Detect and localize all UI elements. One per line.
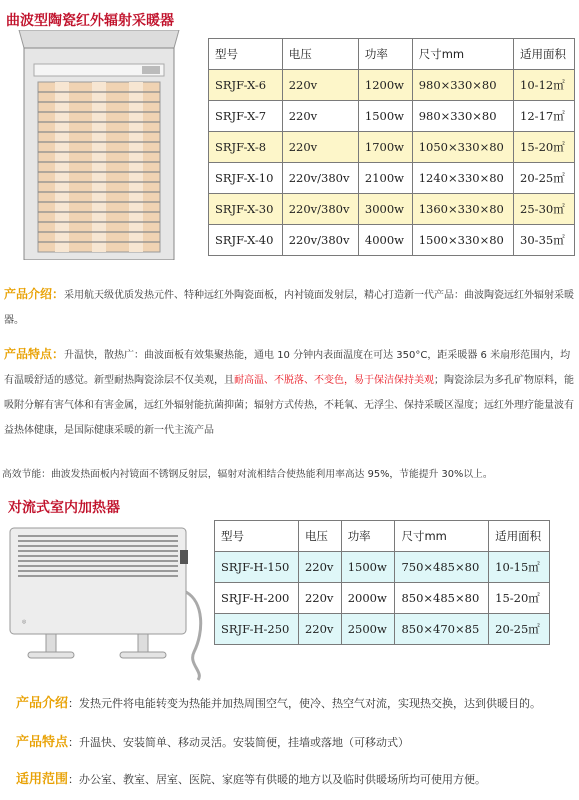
spec-table-1 xyxy=(208,38,575,256)
header-cell: 尺寸mm xyxy=(412,39,513,70)
header-cell: 适用面积 xyxy=(514,39,575,70)
table-cell: 1500w xyxy=(358,101,412,132)
table-header-row xyxy=(209,39,575,70)
svg-text:◎: ◎ xyxy=(22,619,27,625)
table-row xyxy=(209,163,575,194)
features-label: 产品特点： xyxy=(4,347,65,361)
table-cell: 3000w xyxy=(358,194,412,225)
table-header-row xyxy=(215,521,550,552)
table-cell: 1500w xyxy=(341,552,395,583)
intro-label: 产品介绍： xyxy=(4,287,65,301)
table-row xyxy=(215,583,550,614)
table-cell: 980×330×80 xyxy=(412,101,513,132)
table-cell: 30-35㎡ xyxy=(514,225,575,256)
table-cell: SRJF-H-150 xyxy=(215,552,299,583)
table-cell: 1050×330×80 xyxy=(412,132,513,163)
table-cell: 2500w xyxy=(341,614,395,645)
table-row xyxy=(209,132,575,163)
table-cell: 1200w xyxy=(358,70,412,101)
table-cell: SRJF-X-10 xyxy=(209,163,283,194)
scope-label: 适用范围 xyxy=(16,772,69,787)
section1-title: 曲波型陶瓷红外辐射采暖器 xyxy=(6,13,174,29)
table-cell: 15-20㎡ xyxy=(514,132,575,163)
table-cell: 850×485×80 xyxy=(395,583,489,614)
header-cell: 型号 xyxy=(209,39,283,70)
table-cell: SRJF-H-200 xyxy=(215,583,299,614)
table-cell: 750×485×80 xyxy=(395,552,489,583)
table-cell: 25-30㎡ xyxy=(514,194,575,225)
infrared-heater-image xyxy=(14,30,184,260)
table-cell: 10-15㎡ xyxy=(489,552,550,583)
features-text-cont: ；陶瓷涂层为多孔矿物原料，能吸附分解有害气体和有害金属，远红外辐射能抗菌抑菌；辐射方式传热，不耗氧、无浮尘、保持采暖区湿度；远红外理疗能量波有益热体健康，是国际健康采暖的新一代主流产品 xyxy=(4,375,574,436)
section2-intro xyxy=(16,692,576,711)
intro-text: 采用航天级优质发热元件、特种远红外陶瓷面板，内衬镜面发射层，精心打造新一代产品：曲波陶瓷远红外辐射采暖器。 xyxy=(4,290,575,326)
section1-efficiency xyxy=(2,462,577,487)
table-cell: 15-20㎡ xyxy=(489,583,550,614)
table-cell: 1360×330×80 xyxy=(412,194,513,225)
table-cell: 2000w xyxy=(341,583,395,614)
header-cell: 适用面积 xyxy=(489,521,550,552)
table-cell: 850×470×85 xyxy=(395,614,489,645)
table-cell: 10-12㎡ xyxy=(514,70,575,101)
table-cell: 220v xyxy=(282,101,358,132)
table-row xyxy=(215,552,550,583)
table-cell: SRJF-H-250 xyxy=(215,614,299,645)
table-cell: 220v/380v xyxy=(282,194,358,225)
efficiency-text: 高效节能：曲波发热面板内衬镜面不锈钢反射层，辐射对流相结合使热能利用率高达 95%，节能提升 30%以上。 xyxy=(2,469,493,480)
section1-features xyxy=(4,342,576,443)
section2-title: 对流式室内加热器 xyxy=(8,500,120,516)
table-cell: 220v/380v xyxy=(282,225,358,256)
table-cell: 220v xyxy=(298,552,341,583)
table-cell: 4000w xyxy=(358,225,412,256)
table-cell: 12-17㎡ xyxy=(514,101,575,132)
table-cell: 980×330×80 xyxy=(412,70,513,101)
header-cell: 电压 xyxy=(282,39,358,70)
table-cell: 1700w xyxy=(358,132,412,163)
features-text: ：升温快、安装简单、移动灵活。安装简便，挂墙或落地（可移动式） xyxy=(68,736,410,749)
table-cell: 1240×330×80 xyxy=(412,163,513,194)
features-label: 产品特点 xyxy=(16,735,69,750)
table-cell: 220v xyxy=(298,583,341,614)
intro-text: ：发热元件将电能转变为热能并加热周围空气，使冷、热空气对流，实现热交换，达到供暖目的。 xyxy=(68,697,542,710)
table-row xyxy=(209,194,575,225)
table-row xyxy=(209,70,575,101)
table-cell: 2100w xyxy=(358,163,412,194)
header-cell: 电压 xyxy=(298,521,341,552)
header-cell: 功率 xyxy=(358,39,412,70)
table-cell: 1500×330×80 xyxy=(412,225,513,256)
table-cell: 220v/380v xyxy=(282,163,358,194)
section2-scope xyxy=(16,768,576,787)
header-cell: 尺寸mm xyxy=(395,521,489,552)
table-cell: SRJF-X-8 xyxy=(209,132,283,163)
table-cell: 20-25㎡ xyxy=(489,614,550,645)
header-cell: 功率 xyxy=(341,521,395,552)
table-cell: SRJF-X-6 xyxy=(209,70,283,101)
table-cell: SRJF-X-30 xyxy=(209,194,283,225)
features-text: 升温快，散热广：曲波面板有效集聚热能，通电 10 分钟内表面温度在可达 350°C，距采暖器 6 米扇形范围内，均有温暖舒适的感觉。新型耐热陶瓷涂层不仅美观，且 xyxy=(4,350,571,386)
intro-label: 产品介绍 xyxy=(16,696,69,711)
table-row xyxy=(215,614,550,645)
table-cell: 220v xyxy=(282,70,358,101)
features-highlight: 耐高温、不脱落、不变色，易于保洁保持美观 xyxy=(234,375,434,386)
spec-table-2 xyxy=(214,520,550,645)
table-cell: 220v xyxy=(282,132,358,163)
table-cell: 20-25㎡ xyxy=(514,163,575,194)
convection-heater-image xyxy=(8,522,208,682)
table-cell: SRJF-X-40 xyxy=(209,225,283,256)
header-cell: 型号 xyxy=(215,521,299,552)
section2-features xyxy=(16,731,576,750)
scope-text: ：办公室、教室、居室、医院、家庭等有供暖的地方以及临时供暖场所均可使用方便。 xyxy=(68,773,487,786)
table-row xyxy=(209,101,575,132)
section1-intro xyxy=(4,282,576,333)
table-cell: 220v xyxy=(298,614,341,645)
table-row xyxy=(209,225,575,256)
table-cell: SRJF-X-7 xyxy=(209,101,283,132)
